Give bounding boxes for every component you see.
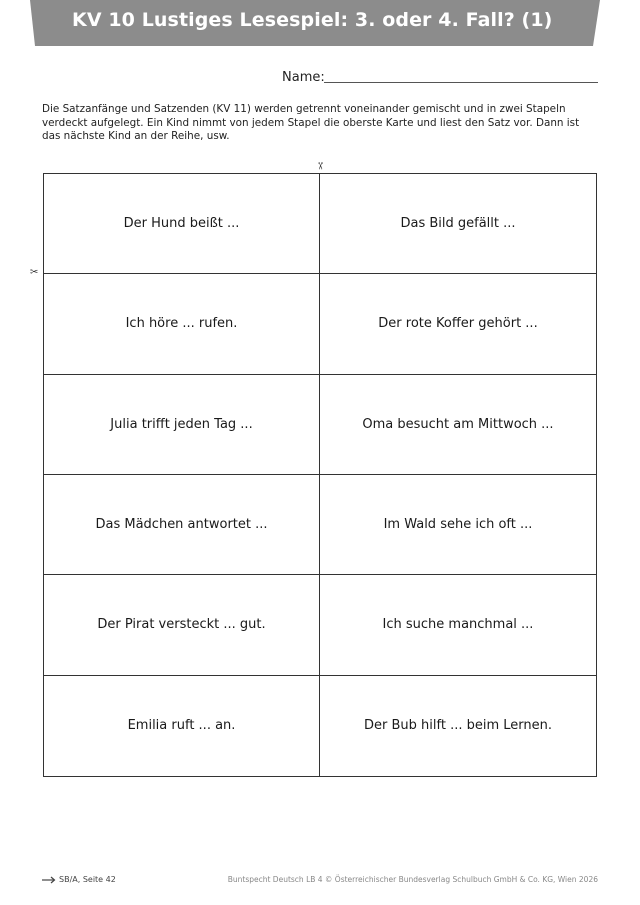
card: Der Pirat versteckt ... gut. [44,575,320,675]
card: Julia trifft jeden Tag ... [44,375,320,475]
card-table [43,173,597,777]
name-row [282,70,600,88]
card: Der rote Koffer gehört ... [320,274,596,374]
name-field[interactable] [324,82,598,83]
scissors-icon: ✂ [30,267,39,278]
card: Das Mädchen antwortet ... [44,475,320,575]
card: Im Wald sehe ich oft ... [320,475,596,575]
scissors-icon: ✂ [314,161,326,171]
footer-copyright: Buntspecht Deutsch LB 4 © Österreichischer Bundesverlag Schulbuch GmbH & Co. KG, Wien 2026 [227,875,598,884]
card: Emilia ruft ... an. [44,676,320,776]
card: Ich höre ... rufen. [44,274,320,374]
arrow-right-icon [42,876,56,884]
card: Der Bub hilft ... beim Lernen. [364,718,552,734]
footer-reference-text: SB/A, Seite 42 [59,875,116,884]
card: Der Hund beißt ... [44,174,320,274]
footer-reference [42,875,116,884]
name-label: Name: [282,70,325,85]
page-title: KV 10 Lustiges Lesespiel: 3. oder 4. Fall? (1) [72,9,553,31]
card: Oma besucht am Mittwoch ... [320,375,596,475]
instructions-text: Die Satzanfänge und Satzenden (KV 11) werden getrennt voneinander gemischt und in zwei Stapeln verdeckt aufgelegt. Ein Kind nimmt von jedem Stapel die oberste Karte und liest den Satz vor. Dann ist das nächste Kind an der Reihe, usw. [42,103,580,142]
card: Ich suche manchmal ... [320,575,596,675]
card: Das Bild gefällt ... [320,174,596,274]
header-band [30,0,600,46]
